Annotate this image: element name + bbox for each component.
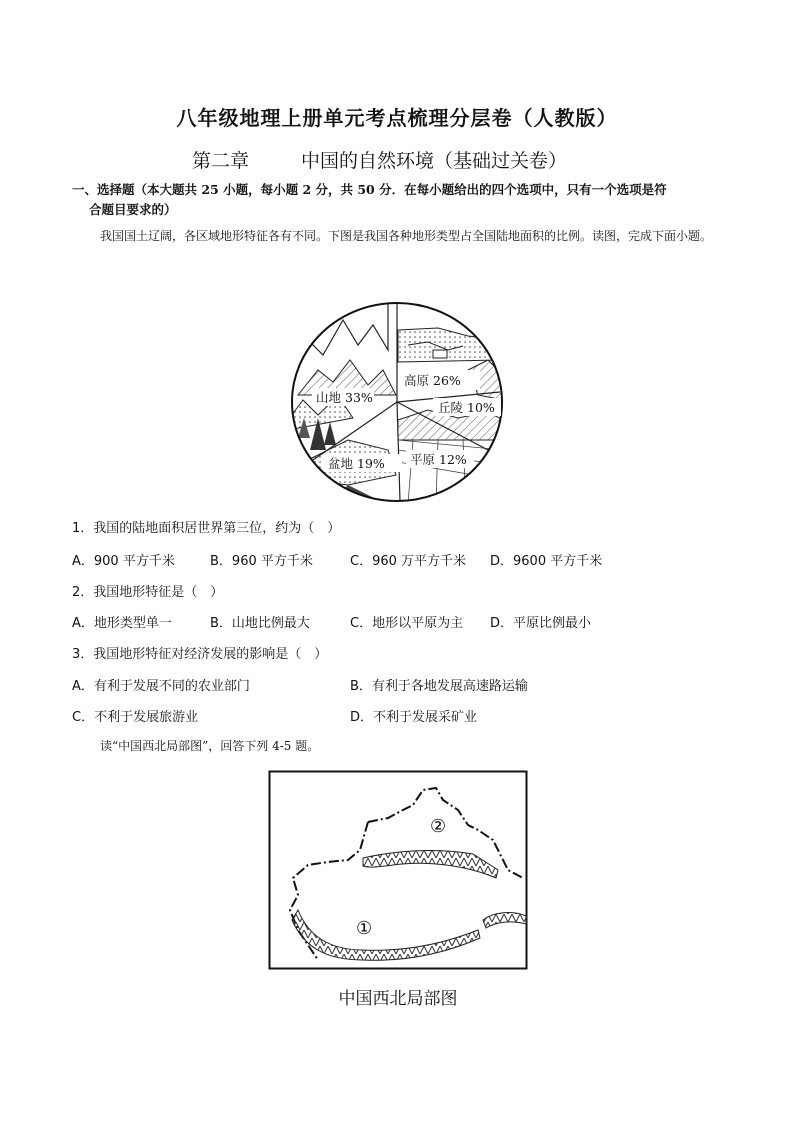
question-2-option-b[interactable]: B．山地比例最大 — [210, 616, 310, 631]
question-2-option-c[interactable]: C．地形以平原为主 — [350, 616, 464, 631]
section-line-1: 一、选择题（本大题共 25 小题，每小题 2 分，共 50 分．在每小题给出的四个选项中，只有一个选项是符 — [72, 182, 667, 197]
question-3-option-d[interactable]: D．不利于发展采矿业 — [350, 710, 478, 725]
northwest-map — [268, 770, 528, 970]
map-marker-2: ② — [430, 816, 447, 837]
map-caption: 中国西北局部图 — [338, 989, 458, 1008]
pie-label-plateau: 高原 26% — [404, 373, 461, 388]
question-3-option-c[interactable]: C．不利于发展旅游业 — [72, 710, 199, 725]
question-1-option-c[interactable]: C．960 万平方千米 — [350, 554, 467, 569]
question-1-option-d[interactable]: D．9600 平方千米 — [490, 554, 603, 569]
pie-label-basin: 盆地 19% — [328, 456, 385, 471]
question-2-option-d[interactable]: D．平原比例最小 — [490, 616, 592, 631]
terrain-pie-figure — [288, 300, 508, 504]
question-1-option-b[interactable]: B．960 平方千米 — [210, 554, 313, 569]
read-instruction: 读“中国西北局部图”，回答下列 4-5 题。 — [100, 739, 320, 753]
pie-label-plain: 平原 12% — [410, 452, 467, 467]
question-3-stem: 3．我国地形特征对经济发展的影响是（ ） — [72, 647, 328, 662]
question-3-option-b[interactable]: B．有利于各地发展高速路运输 — [350, 679, 528, 694]
chapter-title: 中国的自然环境（基础过关卷） — [301, 150, 568, 172]
section-heading — [72, 180, 732, 220]
section-line-2: 合题目要求的） — [89, 202, 177, 217]
question-2-stem: 2．我国地形特征是（ ） — [72, 585, 224, 600]
question-1-option-a[interactable]: A．900 平方千米 — [72, 554, 175, 569]
pie-label-hills: 丘陵 10% — [438, 400, 495, 415]
page-title: 八年级地理上册单元考点梳理分层卷（人教版） — [176, 106, 618, 130]
chapter-number: 第二章 — [192, 150, 250, 172]
chapter-heading — [192, 146, 567, 173]
map-marker-1: ① — [356, 918, 373, 939]
question-3-option-a[interactable]: A．有利于发展不同的农业部门 — [72, 679, 250, 694]
question-1-stem: 1．我国的陆地面积居世界第三位，约为（ ） — [72, 521, 341, 536]
intro-paragraph: 我国国土辽阔，各区域地形特征各有不同。下图是我国各种地形类型占全国陆地面积的比例。读图，完成下面小题。 — [100, 229, 713, 243]
question-2-option-a[interactable]: A．地形类型单一 — [72, 616, 172, 631]
pie-label-mountain: 山地 33% — [316, 390, 373, 405]
